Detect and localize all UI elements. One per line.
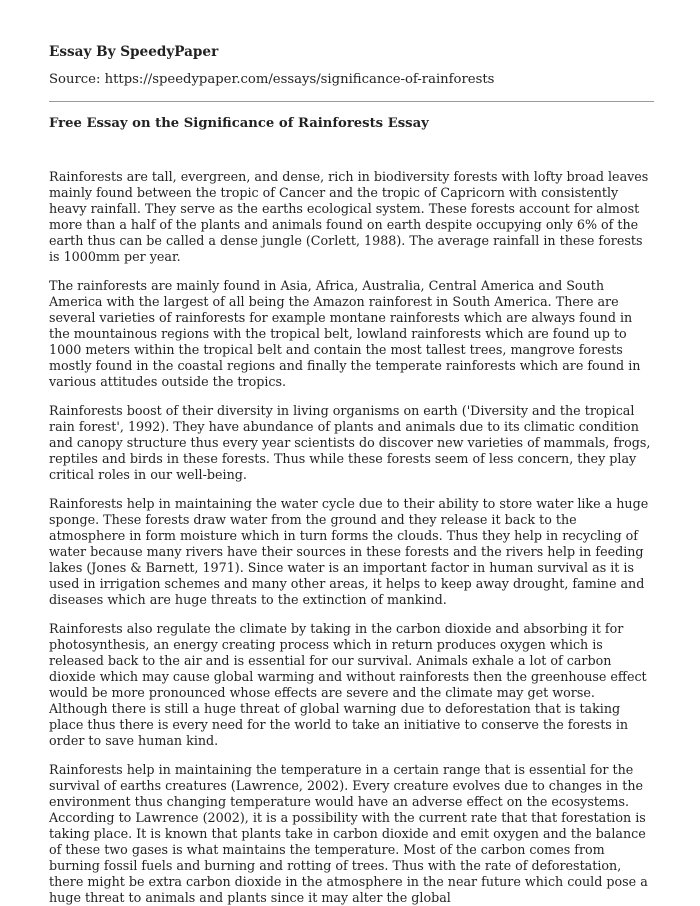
essay-paragraph: Rainforests are tall, evergreen, and dense, rich in biodiversity forests with lofty broad leaves mainly found between the tropic of Cancer and the tropic of Capricorn with consistently heavy rainfall. They serve as the earths ecological system. These forests account for almost more than a half of the plants and animals found on earth despite occupying only 6% of the earth thus can be called a dense jungle (Corlett, 1988). The average rainfall in these forests is 1000mm per year.	[49, 169, 649, 264]
essay-body	[49, 169, 654, 906]
essay-paragraph: Rainforests help in maintaining the temperature in a certain range that is essential for the survival of earths creatures (Lawrence, 2002). Every creature evolves due to changes in the environment thus changing temperature would have an adverse effect on the ecosystems. According to Lawrence (2002), it is a possibility with the current rate that that forestation is taking place. It is known that plants take in carbon dioxide and emit oxygen and the balance of these two gases is what maintains the temperature. Most of the carbon comes from burning fossil fuels and burning and rotting of trees. Thus with the rate of deforestation, there might be extra carbon dioxide in the atmosphere in the near future which could pose a huge threat to animals and plants since it may alter the global	[49, 762, 648, 905]
essay-paragraph: Rainforests boost of their diversity in living organisms on earth ('Diversity and the tropical rain forest', 1992). They have abundance of plants and animals due to its climatic condition and canopy structure thus every year scientists do discover new varieties of mammals, frogs, reptiles and birds in these forests. Thus while these forests seem of less concern, they play critical roles in our well-being.	[49, 403, 651, 482]
essay-title: Free Essay on the Significance of Rainforests Essay	[49, 116, 429, 131]
source-line: Source: https://speedypaper.com/essays/significance-of-rainforests	[49, 72, 495, 87]
essay-paragraph: The rainforests are mainly found in Asia, Africa, Australia, Central America and South America with the largest of all being the Amazon rainforest in South America. There are several varieties of rainforests for example montane rainforests which are always found in the mountainous regions with the tropical belt, lowland rainforests which are found up to 1000 meters within the tropical belt and contain the most tallest trees, mangrove forests mostly found in the coastal regions and finally the temperate rainforests which are found in various attitudes outside the tropics.	[49, 278, 641, 389]
site-brand: Essay By SpeedyPaper	[49, 44, 219, 60]
header-divider	[49, 101, 654, 102]
essay-paragraph: Rainforests also regulate the climate by taking in the carbon dioxide and absorbing it for photosynthesis, an energy creating process which in return produces oxygen which is released back to the air and is essential for our survival. Animals exhale a lot of carbon dioxide which may cause global warming and without rainforests then the greenhouse effect would be more pronounced whose effects are severe and the climate may get worse. Although there is still a huge threat of global warning due to deforestation that is taking place thus there is every need for the world to take an initiative to conserve the forests in order to save human kind.	[49, 621, 647, 748]
essay-paragraph: Rainforests help in maintaining the water cycle due to their ability to store water like a huge sponge. These forests draw water from the ground and they release it back to the atmosphere in form moisture which in turn forms the clouds. Thus they help in recycling of water because many rivers have their sources in these forests and the rivers help in feeding lakes (Jones & Barnett, 1971). Since water is an important factor in human survival as it is used in irrigation schemes and many other areas, it helps to keep away drought, famine and diseases which are huge threats to the extinction of mankind.	[49, 496, 649, 607]
